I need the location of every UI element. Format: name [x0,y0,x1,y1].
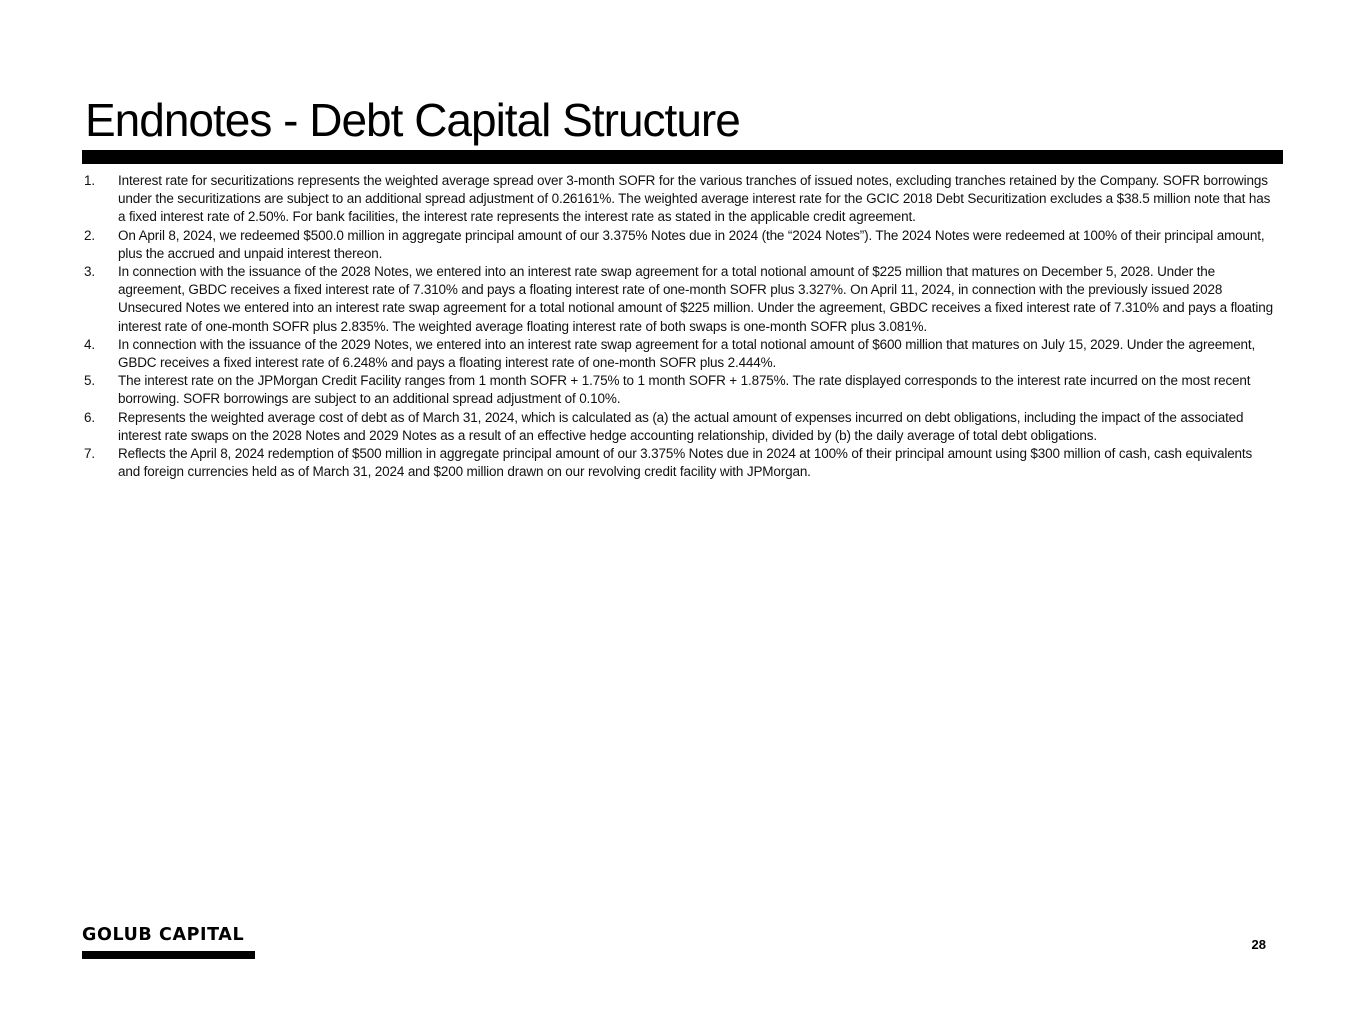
endnote-text: Interest rate for securitizations represents the weighted average spread over 3-month SOFR for the various tranches of issued notes, excluding tranches retained by the Company. SOFR borrowings under the securitizations are subject to an additional spread adjustment of 0.26161%. The weighted average interest rate for the GCIC 2018 Debt Securitization excludes a $38.5 million note that has a fixed interest rate of 2.50%. For bank facilities, the interest rate represents the interest rate as stated in the applicable credit agreement. [118,173,1271,225]
endnote-item [84,372,1276,408]
endnote-text: Reflects the April 8, 2024 redemption of $500 million in aggregate principal amount of our 3.375% Notes due in 2024 at 100% of their principal amount using $300 million of cash, cash equivalents and foreign currencies held as of March 31, 2024 and $200 million drawn on our revolving credit facility with JPMorgan. [118,446,1253,480]
endnote-number: 6. [84,409,95,425]
page-number: 28 [1251,937,1266,952]
endnote-text: In connection with the issuance of the 2028 Notes, we entered into an interest rate swap agreement for a total notional amount of $225 million that matures on December 5, 2028. Under the agreement, GBDC receives a fixed interest rate of 7.310% and pays a floating interest rate of one-month SOFR plus 3.327%. On April 11, 2024, in connection with the previously issued 2028 Unsecured Notes we entered into an interest rate swap agreement for a total notional amount of $225 million. Under the agreement, GBDC receives a fixed interest rate of 7.310% and pays a floating interest rate of one-month SOFR plus 2.835%. The weighted average floating interest rate of both swaps is one-month SOFR plus 3.081%. [118,264,1273,334]
endnote-text: Represents the weighted average cost of debt as of March 31, 2024, which is calculated as (a) the actual amount of expenses incurred on debt obligations, including the impact of the associated interest rate swaps on the 2028 Notes and 2029 Notes as a result of an effective hedge accounting relationship, divided by (b) the daily average of total debt obligations. [118,409,1244,443]
endnote-text: In connection with the issuance of the 2029 Notes, we entered into an interest rate swap agreement for a total notional amount of $600 million that matures on July 15, 2029. Under the agreement, GBDC receives a fixed interest rate of 6.248% and pays a floating interest rate of one-month SOFR plus 2.444%. [118,336,1256,371]
endnote-item [84,172,1276,227]
endnote-number: 2. [84,227,95,243]
endnote-number: 3. [84,264,95,280]
endnote-number: 1. [84,173,95,188]
endnote-number: 4. [84,336,95,352]
logo-underline-bar [82,951,255,959]
endnote-item [84,445,1276,481]
endnote-text: The interest rate on the JPMorgan Credit Facility ranges from 1 month SOFR + 1.75% to 1 month SOFR + 1.875%. The rate displayed corresponds to the interest rate incurred on the most recent borrowing. SOFR borrowings are subject to an additional spread adjustment of 0.10%. [118,373,1251,407]
title-divider [82,150,1283,164]
endnote-item [84,227,1276,263]
endnote-number: 7. [84,446,95,462]
endnote-item [84,409,1276,445]
endnote-item [84,336,1276,372]
endnote-text: On April 8, 2024, we redeemed $500.0 million in aggregate principal amount of our 3.375% Notes due in 2024 (the “2024 Notes”). The 2024 Notes were redeemed at 100% of their principal amount, plus the accrued and unpaid interest thereon. [118,227,1265,261]
logo-wordmark: GOLUB CAPITAL [82,925,245,945]
endnotes-list [84,172,1276,481]
page-title: Endnotes - Debt Capital Structure [85,94,740,146]
endnote-number: 5. [84,373,95,389]
endnote-item [84,263,1276,336]
golub-capital-logo [82,923,255,959]
